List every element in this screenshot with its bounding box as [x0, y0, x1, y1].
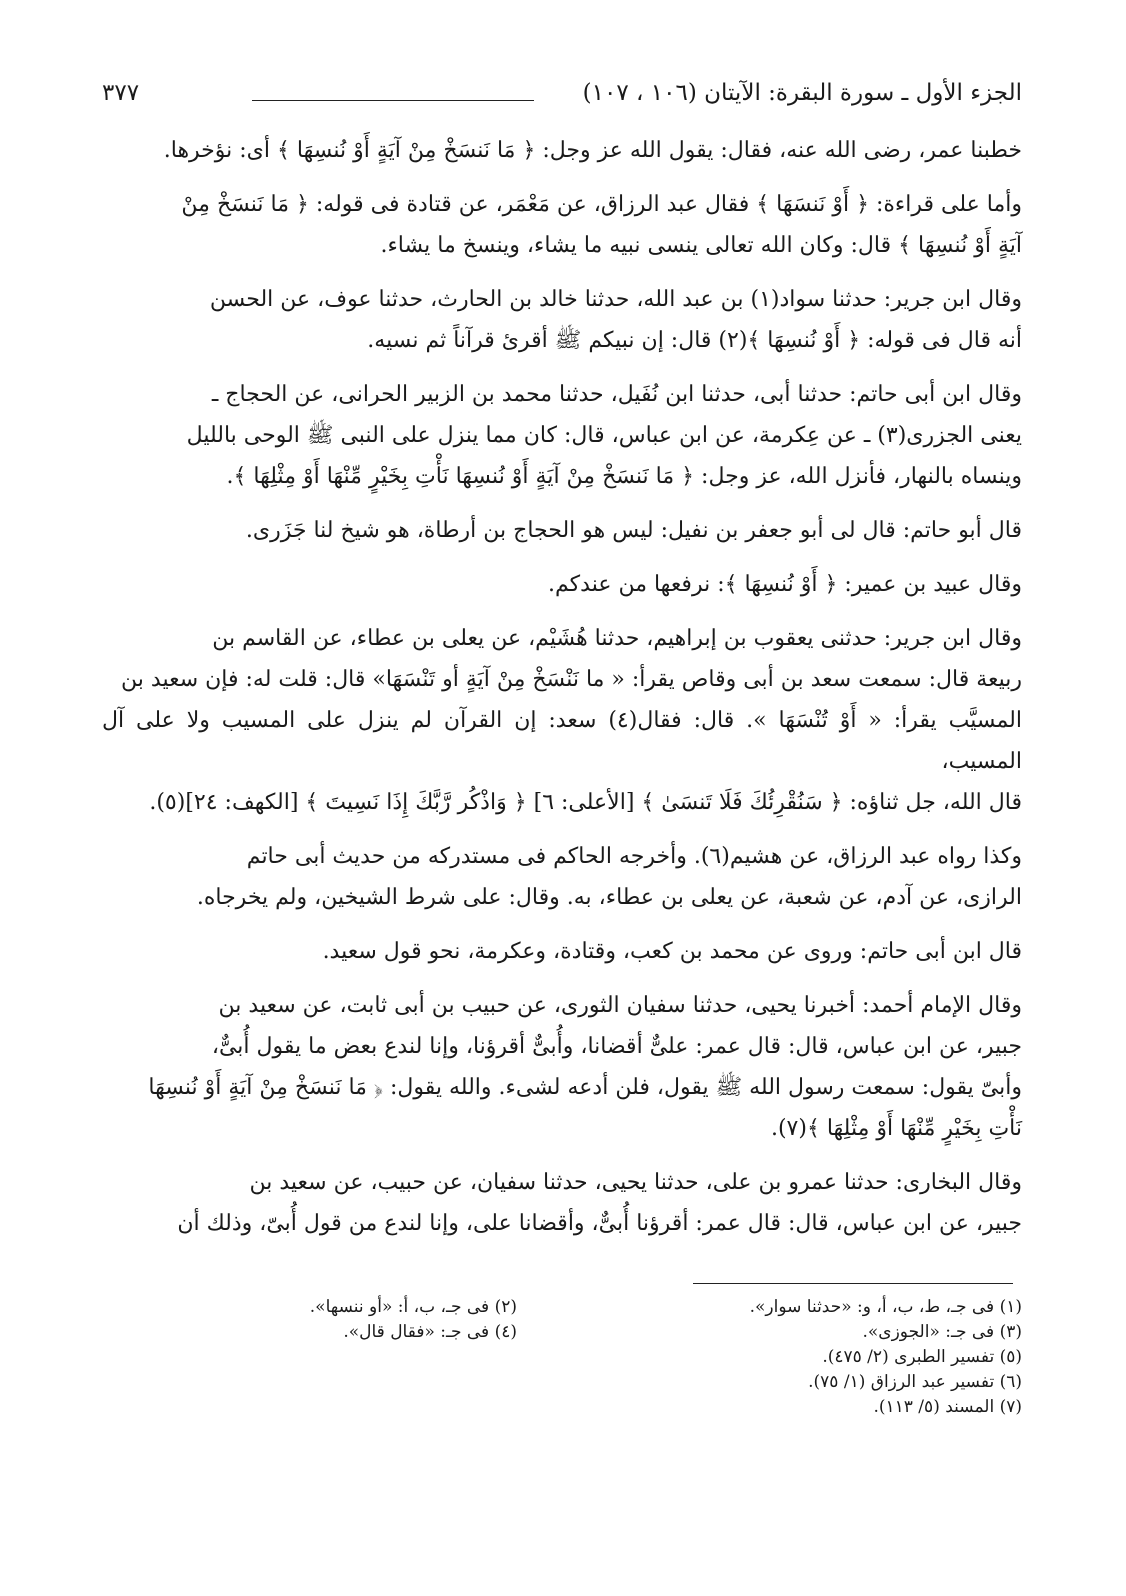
main-text: [102, 130, 1022, 1257]
footnote: (٦) تفسير عبد الرزاق (١/ ٧٥).: [808, 1372, 1022, 1392]
text-line: ربيعة قال: سمعت سعد بن أبى وقاص يقرأ: « ما نَنْسَخْ مِنْ آيَةٍ أو تَنْسَهَا» قال: قلت له: فإن سعيد بن: [121, 667, 1022, 692]
paragraph: [102, 374, 1022, 497]
paragraph: [102, 836, 1022, 918]
paragraph: [102, 279, 1022, 361]
text-line: قال الله، جل ثناؤه: ﴿ سَنُقْرِئُكَ فَلَا تَنسَىٰ ﴾ [الأعلى: ٦] ﴿ وَاذْكُر رَّبَّكَ إِذَا نَسِيتَ ﴾ [الكهف: ٢٤](٥).: [149, 790, 1022, 815]
text-line: خطبنا عمر، رضى الله عنه، فقال: يقول الله عز وجل: ﴿ مَا نَنسَخْ مِنْ آيَةٍ أَوْ نُنسِهَا ﴾ أى: نؤخرها.: [163, 138, 1022, 163]
text-line: وينساه بالنهار، فأنزل الله، عز وجل: ﴿ مَا نَنسَخْ مِنْ آيَةٍ أَوْ نُنسِهَا نَأْتِ بِخَيْرٍ مِّنْهَا أَوْ مِثْلِهَا ﴾.: [226, 464, 1022, 489]
text-line: آيَةٍ أَوْ نُنسِهَا ﴾ قال: وكان الله تعالى ينسى نبيه ما يشاء، وينسخ ما يشاء.: [380, 233, 1022, 258]
page-number: ٣٧٧: [102, 80, 140, 106]
footnote: (٤) فى جـ: «فقال قال».: [343, 1322, 517, 1342]
footnote: (٥) تفسير الطبرى (٢/ ٤٧٥).: [822, 1347, 1022, 1367]
text-line: وقال عبيد بن عمير: ﴿ أَوْ نُنسِهَا ﴾: نرفعها من عندكم.: [548, 572, 1022, 597]
text-line: قال ابن أبى حاتم: وروى عن محمد بن كعب، وقتادة، وعكرمة، نحو قول سعيد.: [322, 939, 1022, 964]
footnote: (١) فى جـ، ط، ب، أ، و: «حدثنا سوار».: [749, 1297, 1022, 1317]
text-line: يعنى الجزرى(٣) ـ عن عِكرمة، عن ابن عباس، قال: كان مما ينزل على النبى ﷺ الوحى بالليل: [186, 423, 1022, 448]
paragraph: [102, 184, 1022, 266]
paragraph: [102, 564, 1022, 605]
text-line: قال أبو حاتم: قال لى أبو جعفر بن نفيل: ليس هو الحجاج بن أرطاة، هو شيخ لنا جَزَرى.: [245, 518, 1022, 543]
text-line: وقال ابن جرير: حدثنا سواد(١) بن عبد الله، حدثنا خالد بن الحارث، حدثنا عوف، عن الحسن: [209, 287, 1022, 312]
footnote: (٣) فى جـ: «الجوزى».: [862, 1322, 1022, 1342]
text-line: جبير، عن ابن عباس، قال: قال عمر: علىٌّ أقضانا، وأُبىٌّ أقرؤنا، وإنا لندع بعض ما يقول أُبىٌّ،: [211, 1034, 1022, 1059]
text-line: وكذا رواه عبد الرزاق، عن هشيم(٦). وأخرجه الحاكم فى مستدركه من حديث أبى حاتم: [246, 844, 1022, 869]
running-header: [102, 78, 1022, 118]
text-line: المسيَّب يقرأ: « أَوْ تُنْسَهَا ». قال: فقال(٤) سعد: إن القرآن لم ينزل على المسيب ولا على آل المسيب،: [102, 708, 1022, 774]
paragraph: [102, 931, 1022, 972]
text-line: وقال ابن جرير: حدثنى يعقوب بن إبراهيم، حدثنا هُشَيْم، عن يعلى بن عطاء، عن القاسم بن: [212, 626, 1022, 651]
paragraph: [102, 130, 1022, 171]
paragraph: [102, 510, 1022, 551]
text-line: وقال الإمام أحمد: أخبرنا يحيى، حدثنا سفيان الثورى، عن حبيب بن أبى ثابت، عن سعيد بن: [218, 993, 1022, 1018]
text-line: وأما على قراءة: ﴿ أَوْ نَنسَهَا ﴾ فقال عبد الرزاق، عن مَعْمَر، عن قتادة فى قوله: ﴿ مَا نَنسَخْ مِنْ: [181, 192, 1022, 217]
paragraph: [102, 1162, 1022, 1244]
paragraph: [102, 985, 1022, 1149]
text-line: نَأْتِ بِخَيْرٍ مِّنْهَا أَوْ مِثْلِهَا ﴾(٧).: [770, 1116, 1022, 1141]
header-title: الجزء الأول ـ سورة البقرة: الآيتان (١٠٦ ، ١٠٧): [582, 80, 1022, 106]
text-line: جبير، عن ابن عباس، قال: قال عمر: أقرؤنا أُبىٌّ، وأقضانا على، وإنا لندع من قول أُبىّ، وذلك أن: [177, 1211, 1022, 1236]
text-line: أنه قال فى قوله: ﴿ أَوْ نُنسِهَا ﴾(٢) قال: إن نبيكم ﷺ أقرئ قرآناً ثم نسيه.: [367, 328, 1022, 353]
header-rule: [252, 100, 534, 101]
text-line: الرازى، عن آدم، عن شعبة، عن يعلى بن عطاء، به. وقال: على شرط الشيخين، ولم يخرجاه.: [196, 885, 1022, 910]
footnote: (٧) المسند (٥/ ١١٣).: [873, 1397, 1022, 1417]
footnote-separator: [693, 1283, 1013, 1284]
footnote: (٢) فى جـ، ب، أ: «أو ننسها».: [309, 1297, 517, 1317]
text-line: وقال البخارى: حدثنا عمرو بن على، حدثنا يحيى، حدثنا سفيان، عن حبيب، عن سعيد بن: [249, 1170, 1022, 1195]
text-line: وقال ابن أبى حاتم: حدثنا أبى، حدثنا ابن نُفَيل، حدثنا محمد بن الزبير الحرانى، عن الحجاج ـ: [211, 382, 1022, 407]
text-line: وأبىّ يقول: سمعت رسول الله ﷺ يقول، فلن أدعه لشىء. والله يقول: ﴿ مَا نَنسَخْ مِنْ آيَةٍ أَوْ نُنسِهَا: [148, 1075, 1022, 1100]
paragraph: [102, 618, 1022, 823]
